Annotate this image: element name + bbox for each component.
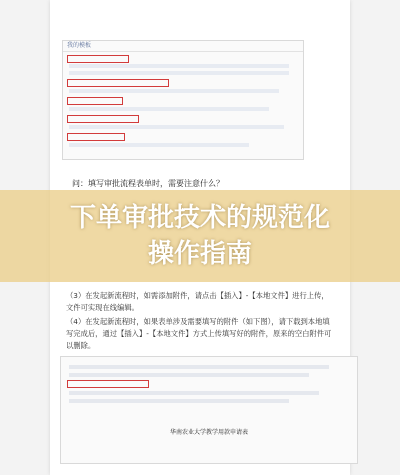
overlay-title: 下单审批技术的规范化 操作指南 [69,203,330,269]
template-header: 我的模板 [63,41,303,52]
question-text: 问：填写审批流程表单时，需要注意什么？ [72,179,224,188]
screenshot-attachment-form [60,356,358,464]
highlight-box [67,380,149,388]
highlight-box [67,115,139,123]
highlight-box [67,55,129,63]
form-caption: 华南农业大学教学用款申请表 [169,429,248,436]
paragraph-3: （3）在发起新流程时，如需添加附件，请点击【插入】-【本地文件】进行上传，文件可实现在线编辑。 [66,291,329,312]
screenshot-template-list [62,40,304,160]
highlight-box [67,97,123,105]
highlight-box [67,133,125,141]
highlight-box [67,79,169,87]
paragraph-4: （4）在发起新流程时，如果表单涉及需要填写的附件（如下图），请下载到本地填写完成后，通过【插入】-【本地文件】方式上传填写好的附件，原来的空白附件可以删除。 [66,317,332,350]
